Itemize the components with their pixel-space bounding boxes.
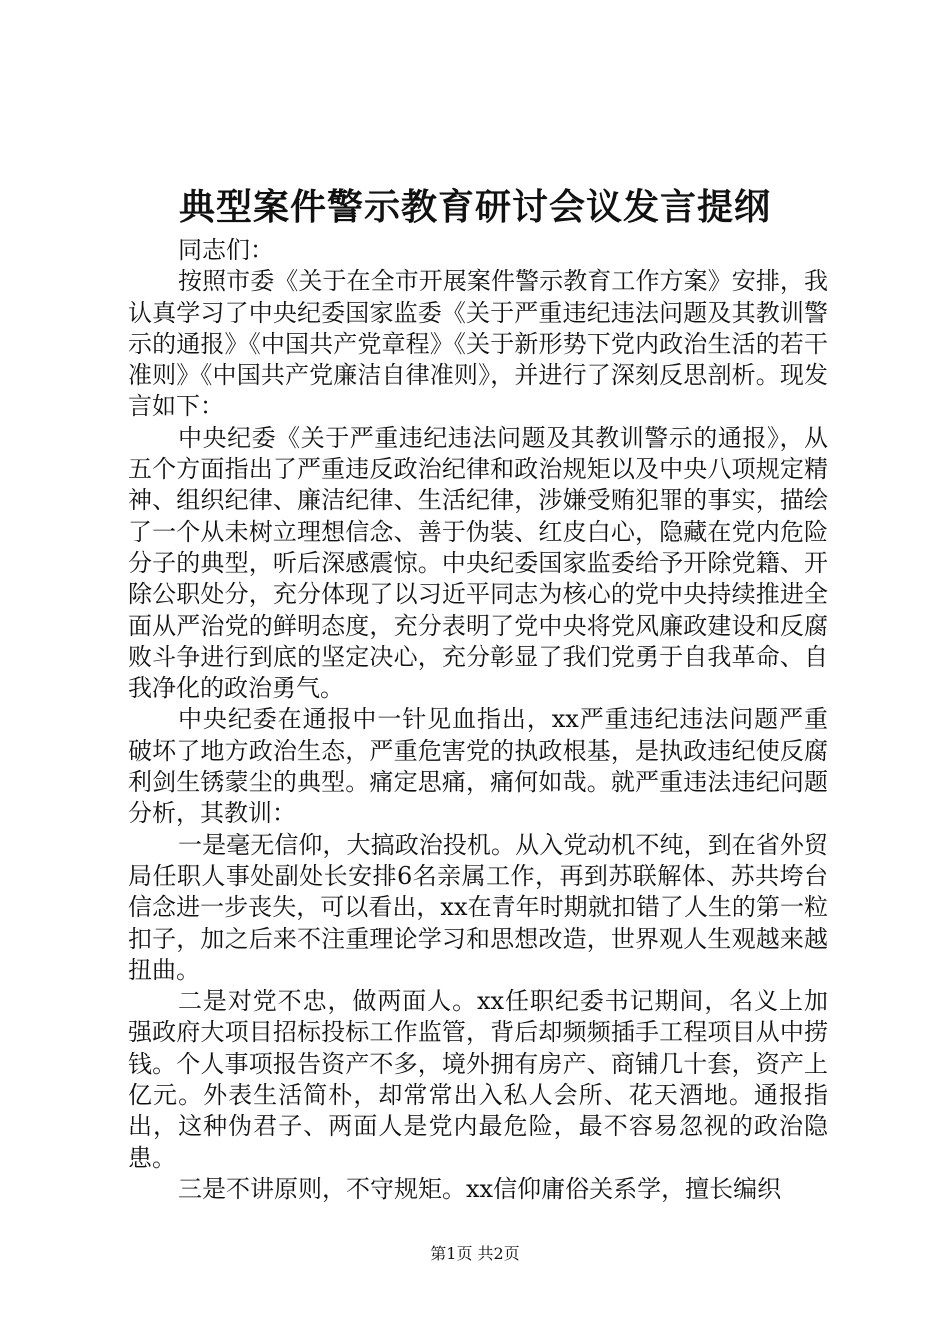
paragraph-bulletin: 中央纪委《关于严重违纪违法问题及其教训警示的通报》，从五个方面指出了严重违反政治纪律和政治规矩以及中央八项规定精神、组织纪律、廉洁纪律、生活纪律，涉嫌受贿犯罪的事实，描绘了一个从未树立理想信念、善于伪装、红皮白心，隐藏在党内危险分子的典型，听后深感震惊。中央纪委国家监委给予开除党籍、开除公职处分，充分体现了以习近平同志为核心的党中央持续推进全面从严治党的鲜明态度，充分表明了党中央将党风廉政建设和反腐败斗争进行到底的坚定决心，充分彰显了我们党勇于自我革命、自我净化的政治勇气。 bbox=[128, 423, 828, 703]
page-footer: 第1页 共2页 bbox=[430, 1244, 520, 1263]
document-body bbox=[128, 235, 828, 1205]
paragraph-intro: 按照市委《关于在全市开展案件警示教育工作方案》安排，我认真学习了中央纪委国家监委《关于严重违纪违法问题及其教训警示的通报》《中国共产党章程》《关于新形势下党内政治生活的若干准则》《中国共产党廉洁自律准则》，并进行了深刻反思剖析。现发言如下： bbox=[128, 267, 828, 421]
salutation: 同志们： bbox=[178, 236, 274, 264]
paragraph-lesson-two: 二是对党不忠，做两面人。xx任职纪委书记期间，名义上加强政府大项目招标投标工作监管，背后却频频插手工程项目从中捞钱。个人事项报告资产不多，境外拥有房产、商铺几十套，资产上亿元。外表生活简朴，却常常出入私人会所、花天酒地。通报指出，这种伪君子、两面人是党内最危险，最不容易忽视的政治隐患。 bbox=[128, 987, 828, 1172]
paragraph-analysis: 中央纪委在通报中一针见血指出，xx严重违纪违法问题严重破坏了地方政治生态，严重危害党的执政根基，是执政违纪使反腐利剑生锈蒙尘的典型。痛定思痛，痛何如哉。就严重违法违纪问题分析，其教训： bbox=[128, 705, 828, 828]
document-title: 典型案件警示教育研讨会议发言提纲 bbox=[178, 187, 771, 228]
paragraph-lesson-one: 一是毫无信仰，大搞政治投机。从入党动机不纯，到在省外贸局任职人事处副处长安排6名亲属工作，再到苏联解体、苏共垮台信念进一步丧失，可以看出，xx在青年时期就扣错了人生的第一粒扣子，加之后来不注重理论学习和思想改造，世界观人生观越来越扭曲。 bbox=[128, 830, 828, 984]
paragraph-lesson-three: 三是不讲原则，不守规矩。xx信仰庸俗关系学，擅长编织 bbox=[178, 1174, 782, 1203]
